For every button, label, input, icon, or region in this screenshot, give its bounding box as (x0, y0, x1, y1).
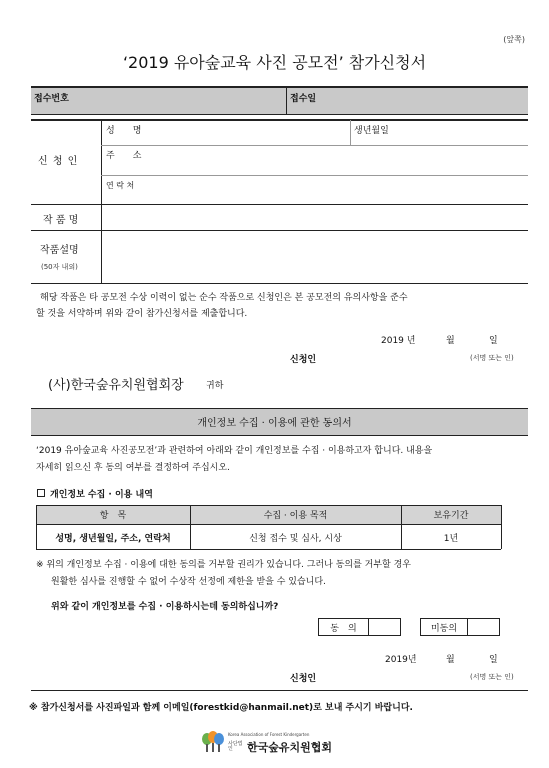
agree-label-cell (318, 618, 369, 636)
logo-small-text: Korea Association of Forest Kindergarten (228, 732, 310, 737)
pledge-text-line1: 해당 작품은 타 공모전 수상 이력이 없는 순수 작품으로 신청인은 본 공모전의 유의사항을 준수 (40, 293, 408, 303)
pledge-year: 2019 년 (381, 336, 416, 346)
contact-label: 연 락 처 (106, 181, 135, 190)
consent-year: 2019년 (385, 655, 417, 665)
table-header-retention: 보유기간 (433, 511, 469, 521)
logo-name: 한국숲유치원협회 (247, 741, 333, 754)
work-description-note: (50자 내외) (41, 263, 78, 271)
recipient-name: (사)한국숲유치원협회장 (48, 378, 184, 393)
work-description-label: 작품설명 (40, 245, 79, 256)
table-cell-item: 성명, 생년월일, 주소, 연락처 (55, 534, 171, 544)
table-header-purpose: 수집 · 이용 목적 (263, 511, 328, 521)
consent-sign-note: (서명 또는 인) (470, 673, 514, 681)
table-cell-retention: 1년 (443, 534, 459, 544)
footer-note: ※ 참가신청서를 사진파일과 함께 이메일(forestkid@hanmail.net)로 보내 주시기 바랍니다. (29, 703, 413, 713)
pledge-day: 일 (489, 336, 498, 346)
page-title: ‘2019 유아숲교육 사진 공모전’ 참가신청서 (122, 53, 427, 72)
list-checkbox-icon (37, 489, 45, 497)
logo-prefix: 사단법인 (228, 741, 243, 752)
consent-signer-label: 신청인 (290, 674, 317, 684)
consent-intro-line1: ‘2019 유아숲교육 사진공모전’과 관련하여 아래와 같이 개인정보를 수집 · 이용하고자 합니다. 내용을 (36, 446, 433, 456)
consent-notice-line2: 원활한 심사를 진행할 수 없어 수상작 선정에 제한을 받을 수 있습니다. (51, 577, 326, 587)
page-side-label: (앞쪽) (503, 35, 525, 44)
agree-checkbox[interactable] (368, 618, 401, 636)
pledge-sign-note: (서명 또는 인) (470, 354, 514, 362)
recipient-suffix: 귀하 (206, 381, 224, 391)
applicant-section-label: 신 청 인 (38, 156, 79, 167)
pledge-month: 월 (446, 336, 455, 346)
address-label: 주 소 (106, 151, 142, 161)
birth-date-label: 생년월일 (354, 126, 389, 136)
consent-month: 월 (446, 655, 455, 665)
consent-intro-line2: 자세히 읽으신 후 동의 여부를 결정하여 주십시오. (36, 463, 230, 473)
consent-list-title: 개인정보 수집 · 이용 내역 (50, 490, 153, 500)
consent-notice-line1: ※ 위의 개인정보 수집 · 이용에 대한 동의를 거부할 권리가 있습니다. 그러나 동의를 거부할 경우 (36, 560, 411, 570)
disagree-label-cell (420, 618, 468, 636)
reception-date-label: 접수일 (290, 94, 317, 104)
consent-question: 위와 같이 개인정보를 수집 · 이용하시는데 동의하십니까? (51, 602, 279, 612)
pledge-signer-label: 신청인 (290, 355, 317, 365)
table-header-item: 항 목 (99, 511, 127, 521)
agree-label: 동 의 (330, 624, 357, 634)
work-title-label: 작 품 명 (43, 215, 79, 226)
table-cell-purpose: 신청 접수 및 심사, 시상 (249, 534, 342, 544)
name-label: 성 명 (106, 126, 142, 136)
disagree-label: 미동의 (430, 624, 458, 634)
disagree-checkbox[interactable] (467, 618, 500, 636)
reception-row (31, 86, 528, 114)
pledge-text-line2: 할 것을 서약하며 위와 같이 참가신청서를 제출합니다. (36, 309, 248, 319)
reception-number-label: 접수번호 (34, 94, 69, 104)
association-logo-icon (201, 731, 225, 753)
consent-header: 개인정보 수집 · 이용에 관한 동의서 (197, 418, 352, 429)
consent-day: 일 (489, 655, 498, 665)
